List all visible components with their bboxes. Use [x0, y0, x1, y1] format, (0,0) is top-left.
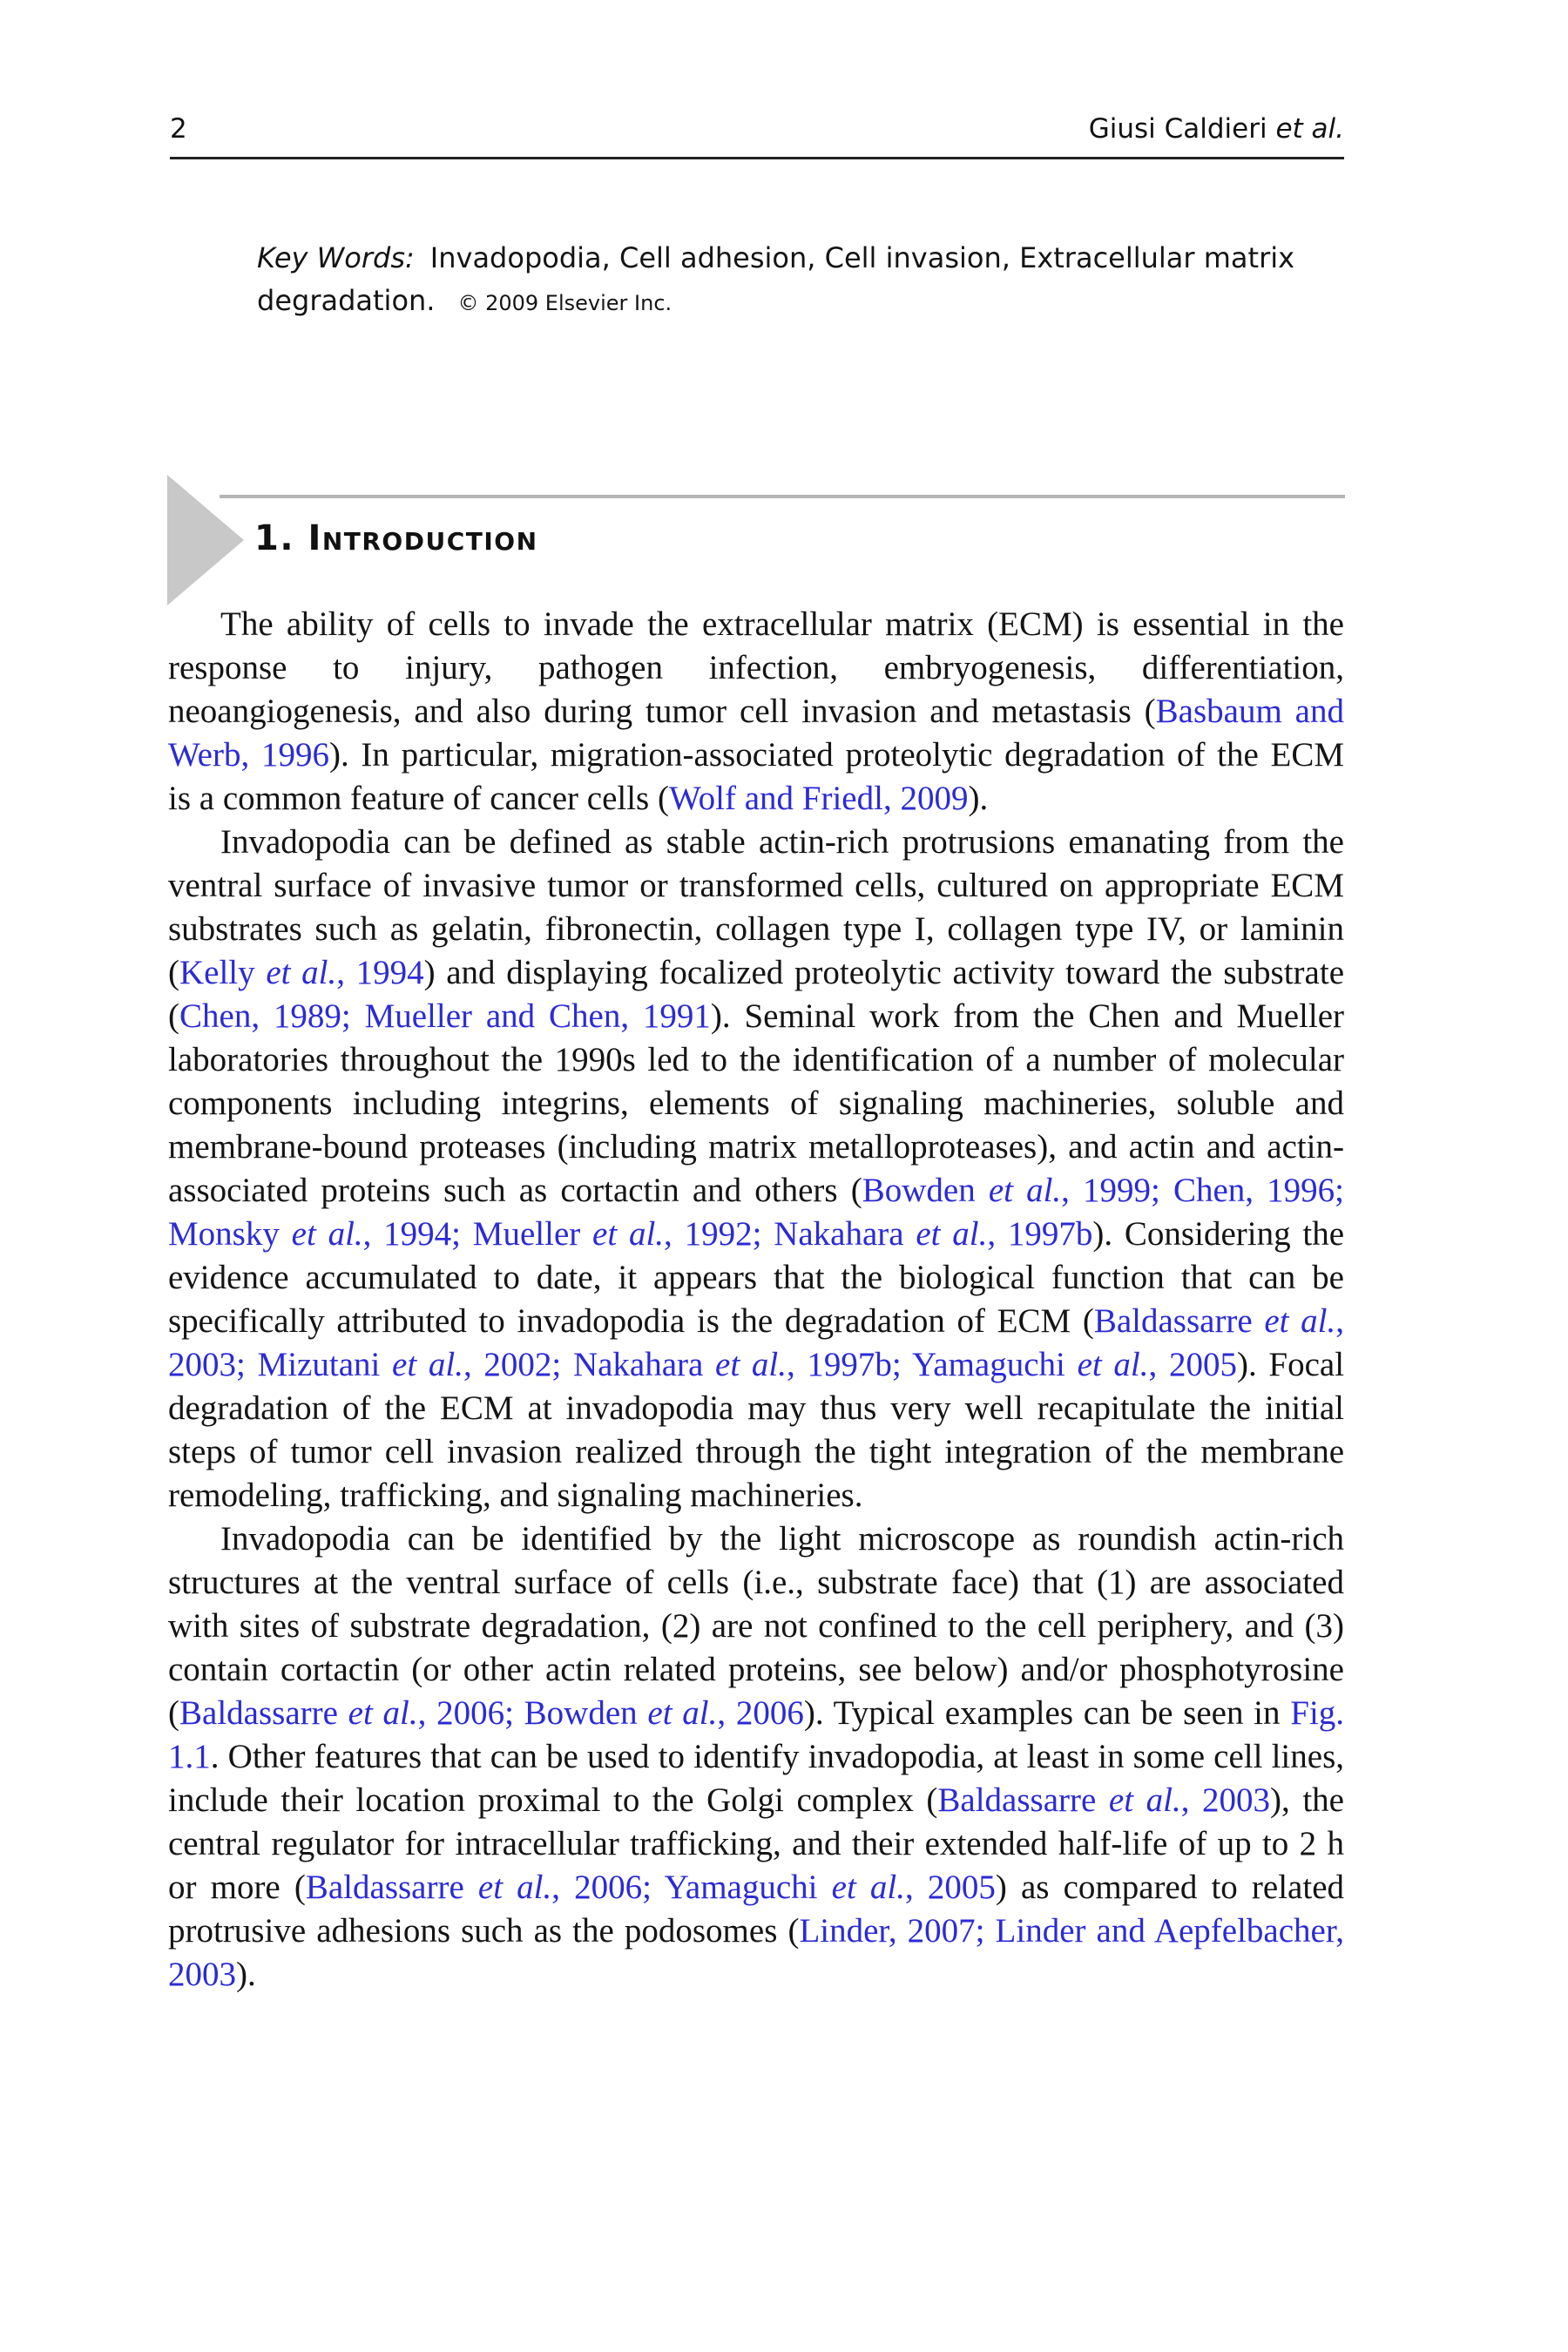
citation-link[interactable]: et al.	[392, 1346, 463, 1383]
body-paragraph	[168, 1517, 1344, 1997]
citation-link[interactable]: Baldassarre	[305, 1869, 478, 1906]
citation-link[interactable]: , 1992; Nakahara	[664, 1215, 916, 1253]
citation-link[interactable]: et al.	[291, 1215, 363, 1253]
paragraph-text: ). Typical examples can be seen in	[803, 1694, 1291, 1732]
citation-link[interactable]: , 2006; Bowden	[417, 1694, 648, 1732]
copyright-notice: © 2009 Elsevier Inc.	[457, 291, 672, 315]
author-suffix: et al.	[1275, 113, 1344, 145]
citation-link[interactable]: et al.	[266, 954, 337, 991]
citation-link[interactable]: et al.	[1108, 1781, 1181, 1819]
citation-link[interactable]: et al.	[647, 1694, 718, 1732]
citation-link[interactable]: Baldassarre	[937, 1781, 1109, 1819]
paragraph-text: ). Seminal work from the Chen and Mueller laboratories throughout the 1990s led to the identification of a number of molecular components including integrins, elements of signaling machineries, soluble and membrane-bound proteases (including matrix metalloproteases), and actin and actin-associated proteins such as cortactin and others (	[168, 997, 1345, 1209]
keywords-label: Key Words:	[257, 241, 415, 274]
section-header	[167, 475, 1345, 605]
running-head-author	[1089, 113, 1344, 145]
paragraph-text: . Other features that can be used to identify invadopodia, at least in some cell lines, include their location proximal to the Golgi complex (	[168, 1738, 1344, 1819]
citation-link[interactable]: , 2006	[717, 1694, 804, 1732]
citation-link[interactable]: , 1994	[336, 954, 424, 991]
citation-link[interactable]: et al.	[477, 1869, 552, 1906]
keywords-text: Invadopodia, Cell adhesion, Cell invasion, Extracellular matrix degradation.	[257, 241, 1295, 317]
citation-link[interactable]: , 2005	[1148, 1346, 1237, 1383]
citation-link[interactable]: , 2006; Yamaguchi	[551, 1869, 832, 1906]
citation-link[interactable]: et al.	[831, 1869, 905, 1906]
citation-link[interactable]: et al.	[715, 1346, 787, 1383]
paragraph-text: ) as compared to related protrusive adhesions such as the podosomes (	[168, 1869, 1345, 1950]
paragraph-text: ), the central regulator for intracellular trafficking, and their extended half-life of up to 2 h or more (	[168, 1781, 1344, 1906]
citation-link[interactable]: Basbaum and Werb, 1996	[168, 693, 1344, 774]
body-paragraph	[168, 821, 1344, 1517]
citation-link[interactable]: et al.	[592, 1215, 665, 1253]
section-title: 1. Introduction	[254, 518, 538, 558]
body-paragraph	[168, 603, 1344, 821]
citation-link[interactable]: et al.	[348, 1694, 418, 1732]
paragraph-text: ).	[968, 780, 989, 817]
citation-link[interactable]: et al.	[916, 1215, 988, 1253]
citation-link[interactable]: Bowden	[862, 1172, 989, 1209]
section-rule	[220, 495, 1345, 498]
citation-link[interactable]: , 1997b	[987, 1215, 1093, 1253]
citation-link[interactable]: Fig. 1.1	[168, 1694, 1345, 1775]
paragraph-text: ) and displaying focalized proteolytic activity toward the substrate (	[168, 954, 1345, 1035]
citation-link[interactable]: et al.	[1264, 1302, 1336, 1340]
citation-link[interactable]: , 2003	[1180, 1781, 1271, 1819]
citation-link[interactable]: Chen, 1989; Mueller and Chen, 1991	[179, 997, 711, 1035]
citation-link[interactable]: et al.	[1077, 1346, 1149, 1383]
paragraph-text: ).	[236, 1956, 256, 1993]
citation-link[interactable]: , 2005	[905, 1869, 996, 1906]
running-head	[170, 105, 1344, 159]
citation-link[interactable]: , 1997b; Yamaguchi	[786, 1346, 1078, 1383]
citation-link[interactable]: Wolf and Friedl, 2009	[668, 780, 969, 817]
author-name: Giusi Caldieri	[1088, 113, 1267, 145]
body-text	[168, 603, 1344, 1997]
citation-link[interactable]: Baldassarre	[1093, 1302, 1265, 1340]
citation-link[interactable]: Kelly	[179, 954, 267, 991]
citation-link[interactable]: , 2002; Nakahara	[463, 1346, 716, 1383]
paragraph-text: ). Considering the evidence accumulated to date, it appears that the biological function that can be specifically attributed to invadopodia is the degradation of ECM (	[168, 1215, 1345, 1340]
citation-link[interactable]: , 1999; Chen, 1996; Monsky	[168, 1172, 1344, 1253]
keywords-block	[257, 237, 1337, 325]
paragraph-text: ). Focal degradation of the ECM at invadopodia may thus very well recapitulate the initial steps of tumor cell invasion realized through the tight integration of the membrane remodeling, trafficking, and signaling machineries.	[168, 1346, 1345, 1514]
citation-link[interactable]: et al.	[988, 1172, 1062, 1209]
paragraph-text: The ability of cells to invade the extracellular matrix (ECM) is essential in the response to injury, pathogen infection, embryogenesis, differentiation, neoangiogenesis, and also during tumor cell invasion and metastasis (	[168, 605, 1344, 730]
paragraph-text: Invadopodia can be identified by the light microscope as roundish actin-rich structures at the ventral surface of cells (i.e., substrate face) that (1) are associated with sites of substrate degradation, (2) are not confined to the cell periphery, and (3) contain cortactin (or other actin related proteins, see below) and/or phosphotyrosine (	[168, 1520, 1344, 1732]
paragraph-text: ). In particular, migration-associated proteolytic degradation of the ECM is a common feature of cancer cells (	[168, 736, 1345, 817]
citation-link[interactable]: , 1994; Mueller	[362, 1215, 593, 1253]
page-number: 2	[170, 113, 187, 145]
citation-link[interactable]: Baldassarre	[179, 1694, 348, 1732]
citation-link[interactable]: , 2003; Mizutani	[168, 1302, 1344, 1383]
citation-link[interactable]: Linder, 2007; Linder and Aepfelbacher, 2003	[168, 1912, 1344, 1993]
paragraph-text: Invadopodia can be defined as stable actin-rich protrusions emanating from the ventral surface of invasive tumor or transformed cells, cultured on appropriate ECM substrates such as gelatin, fibronectin, collagen type I, collagen type IV, or laminin (	[168, 823, 1344, 991]
